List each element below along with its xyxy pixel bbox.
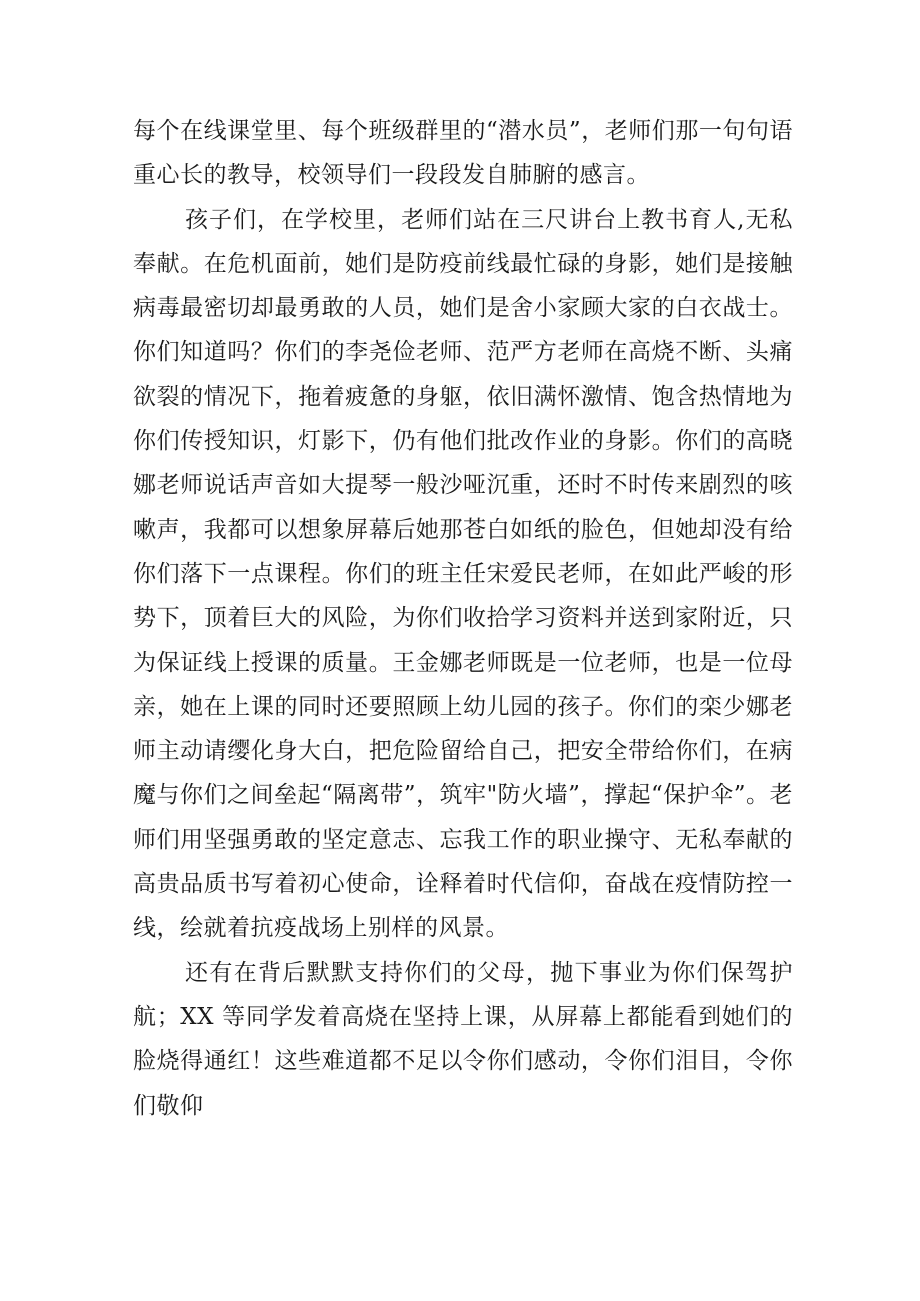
- document-body: [133, 109, 793, 1128]
- paragraph-1: 每个在线课堂里、每个班级群里的“潜水员”，老师们那一句句语重心长的教导，校领导们一段段发自肺腑的感言。: [133, 118, 793, 189]
- paragraph-2: 孩子们，在学校里，老师们站在三尺讲台上教书育人,无私奉献。在危机面前，她们是防疫前线最忙碌的身影，她们是接触病毒最密切却最勇敢的人员，她们是舍小家顾大家的白衣战士。你们知道吗？你们的李尧俭老师、范严方老师在高烧不断、头痛欲裂的情况下，拖着疲惫的身躯，依旧满怀激情、饱含热情地为你们传授知识，灯影下，仍有他们批改作业的身影。你们的高晓娜老师说话声音如大提琴一般沙哑沉重，还时不时传来剧烈的咳嗽声，我都可以想象屏幕后她那苍白如纸的脸色，但她却没有给你们落下一点课程。你们的班主任宋爱民老师，在如此严峻的形势下，顶着巨大的风险，为你们收拾学习资料并送到家附近，只为保证线上授课的质量。王金娜老师既是一位老师，也是一位母亲，她在上课的同时还要照顾上幼儿园的孩子。你们的栾少娜老师主动请缨化身大白，把危险留给自己，把安全带给你们，在病魔与你们之间垒起“隔离带”，筑牢"防火墙”，撑起“保护伞”。老师们用坚强勇敢的坚定意志、忘我工作的职业操守、无私奉献的高贵品质书写着初心使命，诠释着时代信仰，奋战在疫情防控一线，绘就着抗疫战场上别样的风景。: [133, 206, 793, 942]
- paragraph-3: 还有在背后默默支持你们的父母，抛下事业为你们保驾护航；XX 等同学发着高烧在坚持上课，从屏幕上都能看到她们的脸烧得通红！这些难道都不足以令你们感动，令你们泪目，令你们敬仰: [133, 959, 793, 1119]
